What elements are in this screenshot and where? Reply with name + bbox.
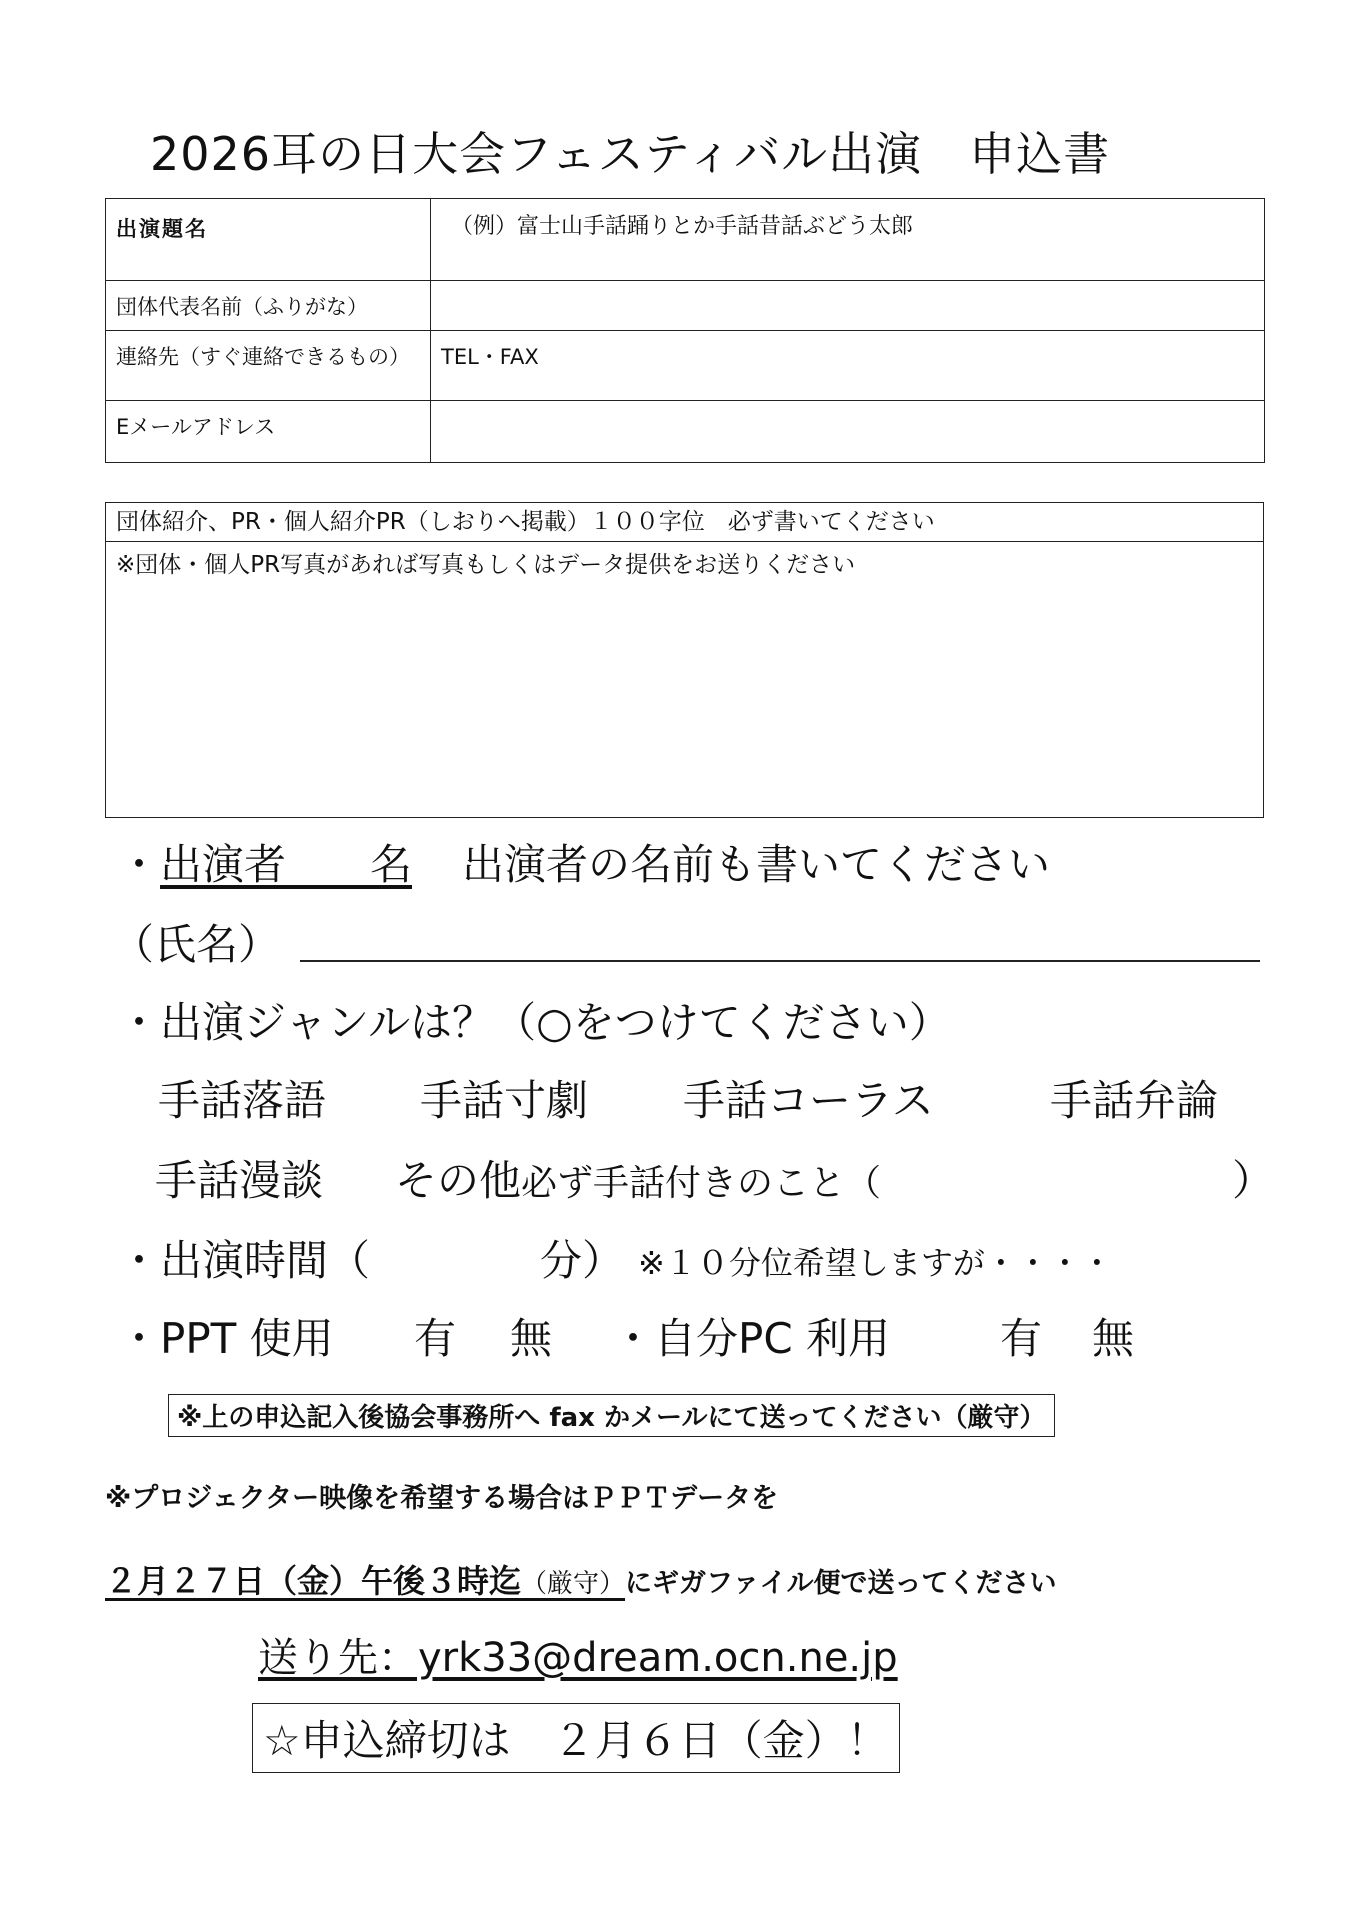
name-input-line[interactable] [300, 960, 1260, 962]
performers-label: 出演者 名 [160, 840, 413, 889]
genre-question: ・出演ジャンルは？（○をつけてください） [118, 998, 951, 1047]
genre-option[interactable]: 手話落語 [158, 1076, 327, 1125]
time-label: ・出演時間（ [118, 1236, 371, 1285]
email-field[interactable] [431, 401, 1265, 463]
bullet: ・ [118, 840, 161, 889]
genre-other-note: 必ず手話付きのこと（ [521, 1163, 882, 1204]
pc-yes[interactable]: 有 [1000, 1314, 1043, 1363]
genre-option[interactable]: 手話コーラス [683, 1076, 934, 1125]
name-label: （氏名） [112, 920, 281, 969]
time-note: ※１０分位希望しますが・・・・ [638, 1244, 1113, 1282]
contact-value: TEL・FAX [441, 345, 539, 369]
genre-other-close: ） [1232, 1156, 1275, 1205]
performance-title-example: （例）富士山手話踊りとか手話昔話ぶどう太郎 [451, 214, 914, 239]
pc-no[interactable]: 無 [1092, 1314, 1135, 1363]
application-form-table [105, 198, 1265, 463]
deadline-strict: （厳守） [521, 1569, 626, 1599]
send-to-address[interactable]: 送り先：yrk33@dream.ocn.ne.jp [258, 1635, 898, 1681]
genre-other[interactable]: その他 [395, 1156, 522, 1205]
deadline-date: ２月２７日（金）午後３時迄 [105, 1562, 522, 1600]
projector-notice: ※プロジェクター映像を希望する場合はＰＰＴデータを [105, 1483, 779, 1514]
pr-header: 団体紹介、PR・個人紹介PR（しおりへ掲載）１００字位 必ず書いてください [106, 503, 1263, 542]
ppt-no[interactable]: 無 [510, 1314, 553, 1363]
deadline-row [105, 1556, 1057, 1602]
pc-label: ・自分PC 利用 [612, 1314, 891, 1363]
genre-other-row [395, 1148, 881, 1208]
performers-instruction: 出演者の名前も書いてください [462, 840, 1051, 889]
email-label: Eメールアドレス [106, 401, 431, 463]
deadline-method: にギガファイル便で送ってください [625, 1568, 1057, 1599]
pr-section [105, 502, 1264, 818]
genre-option[interactable]: 手話寸劇 [420, 1076, 589, 1125]
page-title: 2026耳の日大会フェスティバル出演 申込書 [150, 127, 1111, 181]
rep-name-label: 団体代表名前（ふりがな） [106, 281, 431, 331]
application-deadline: ☆申込締切は ２月６日（金）！ [252, 1703, 900, 1773]
contact-field[interactable] [431, 331, 1265, 401]
contact-label: 連絡先（すぐ連絡できるもの） [106, 331, 431, 401]
time-unit: 分） [540, 1236, 625, 1285]
pr-note: ※団体・個人PR写真があれば写真もしくはデータ提供をお送りください [116, 552, 856, 578]
genre-option[interactable]: 手話弁論 [1050, 1076, 1219, 1125]
ppt-yes[interactable]: 有 [414, 1314, 457, 1363]
performers-row [118, 832, 1050, 892]
rep-name-field[interactable] [431, 281, 1265, 331]
performance-title-label: 出演題名 [106, 199, 431, 281]
performance-title-field[interactable] [431, 199, 1265, 281]
genre-option[interactable]: 手話漫談 [155, 1156, 324, 1205]
ppt-label: ・PPT 使用 [118, 1314, 334, 1363]
submit-notice: ※上の申込記入後協会事務所へ fax かメールにて送ってください（厳守） [168, 1394, 1055, 1437]
